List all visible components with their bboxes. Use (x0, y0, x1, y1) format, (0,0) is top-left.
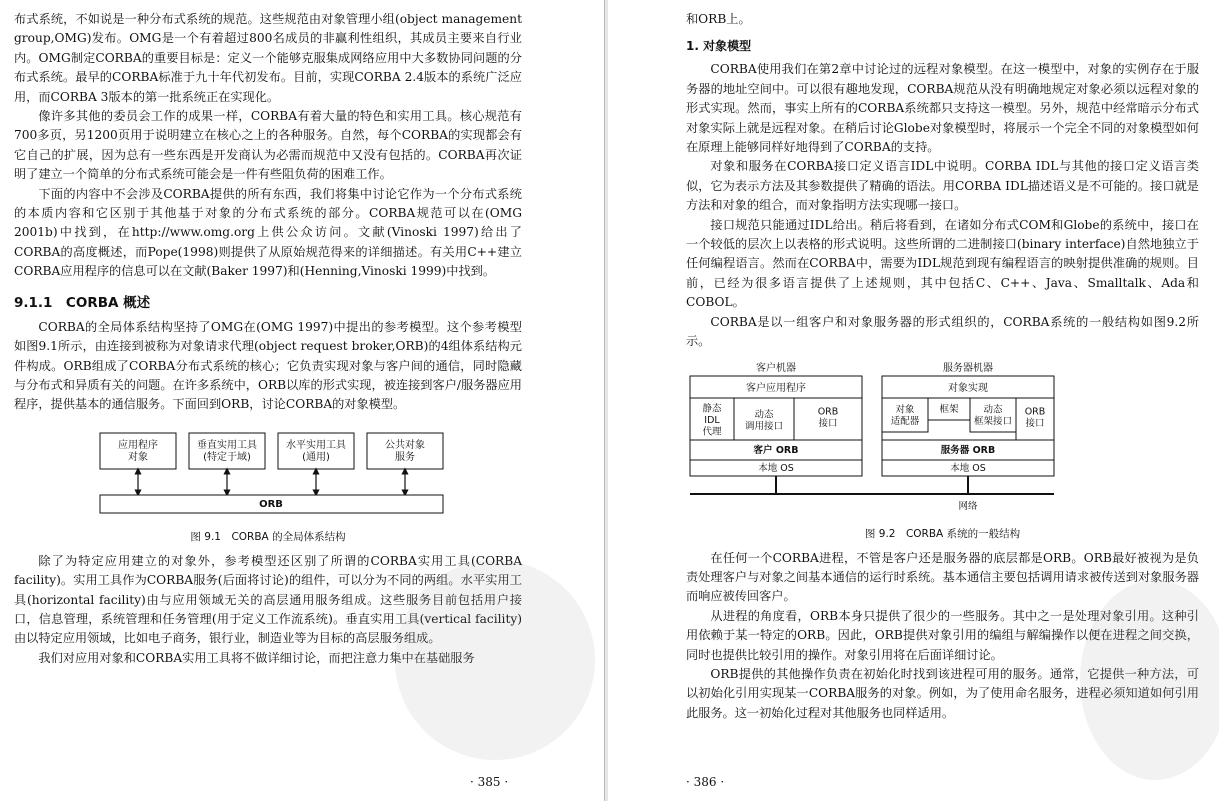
fig1-box-label-3: 公共对象服务 (385, 439, 425, 463)
fig1-box-3 (367, 433, 443, 469)
fig1-box-label-0: 应用程序对象 (118, 439, 158, 463)
left-page-number: · 385 · (470, 775, 509, 789)
fig2-server-orb-label: 服务器 ORB (940, 444, 996, 455)
fig2-server-machine-label: 服务器机器 (943, 362, 993, 374)
fig2-client-orb-interface-label: ORB 接口 (817, 405, 839, 428)
fig2-client-machine-label: 客户机器 (756, 362, 796, 374)
right-paragraph-7: ORB提供的其他操作负责在初始化时找到该进程可用的服务。通常，它提供一种方法，可以初始化引用实现某一CORBA服务的对象。例如，为了使用命名服务，进程必须知道如何引用此服务。这一初始化过程对其他服务也同样适用。 (686, 666, 1199, 720)
fig2-skeleton-label: 框架 (939, 403, 959, 414)
fig1-orb-label: ORB (259, 498, 283, 510)
right-paragraph-4: CORBA是以一组客户和对象服务器的形式组织的，CORBA系统的一般结构如图9.2所示。 (686, 314, 1199, 349)
fig1-box-1 (189, 433, 265, 469)
fig2-server-orb-interface-label: ORB 接口 (1024, 405, 1046, 428)
fig2-server-os-label: 本地 OS (950, 462, 986, 473)
watermark-stamp-right (1080, 580, 1219, 780)
fig2-client-app-label: 客户应用程序 (746, 382, 806, 394)
fig2-dynamic-invocation-label: 动态调用接口 (744, 408, 784, 431)
figure-9-1-diagram (14, 429, 522, 523)
fig2-static-proxy-label: 静态 IDL 代理 (702, 402, 722, 437)
section-heading: 9.1.1 CORBA 概述 (14, 294, 151, 311)
right-paragraph-2: 对象和服务在CORBA接口定义语言IDL中说明。CORBA IDL与其他的接口定义语言类似，它为表示方法及其参数提供了精确的语法。用CORBA IDL描述语义是不可能的。接口就是方法和对象的组合，而对象指明方法实现哪一接口。 (686, 159, 1199, 213)
left-paragraph-3: 下面的内容中不会涉及CORBA提供的所有东西，我们将集中讨论它作为一个分布式系统的本质内容和它区别于其他基于对象的分布式系统的部分。CORBA规范可以在(OMG 2001b)中找到，在http://www.omg.org上供公众访问。文献(Vinoski 1997)给出了CORBA的高度概述，而Pope(1998)则提供了从原始规范得来的详细描述。有关用C++建立CORBA应用程序的信息可以在文献(Baker 1997)和(Henning,Vinoski 1999)中找到。 (14, 186, 522, 279)
left-paragraph-last: 我们对应用对象和CORBA实用工具将不做详细讨论，而把注意力集中在基础服务 (38, 650, 475, 665)
figure-9-2-caption: 图 9.2 CORBA 系统的一般结构 (864, 527, 1021, 540)
fig2-client-os-label: 本地 OS (758, 462, 794, 473)
figure-9-1-caption: 图 9.1 CORBA 的全局体系结构 (190, 530, 346, 543)
right-paragraph-5: 在任何一个CORBA进程，不管是客户还是服务器的底层都是ORB。ORB最好被视为是负责处理客户与对象之间基本通信的运行时系统。基本通信主要包括调用请求被传送到对象服务器而响应被传回客户。 (686, 550, 1199, 604)
left-paragraph-1: 布式系统，不如说是一种分布式系统的规范。这些规范由对象管理小组(object management group,OMG)发布。OMG是一个有着超过800名成员的非赢利性组织，其成员主要来自行业内。OMG制定CORBA的重要目标是：定义一个能够克服集成网络应用中大多数协同问题的分布式系统。最早的CORBA标准于九十年代初发布。目前，实现CORBA 2.4版本的系统广泛应用，而CORBA 3版本的第一批系统正在实现化。 (14, 12, 522, 104)
fig1-box-0 (100, 433, 176, 469)
fig2-dynamic-skeleton-label: 动态框架接口 (973, 403, 1013, 426)
overview-paragraph: CORBA的全局体系结构坚持了OMG在(OMG 1997)中提出的参考模型。这个参考模型如图9.1所示，由连接到被称为对象请求代理(object request broker,ORB)的4组体系结构元件构成。ORB组成了CORBA分布式系统的核心；它负责实现对象与客户间的通信，同时隐藏与分布式和异质有关的问题。在许多系统中，ORB以库的形式实现，被连接到客户/服务器应用程序，提供基本的通信服务。下面回到ORB，讨论CORBA的对象模型。 (14, 319, 522, 412)
watermark-stamp-left (395, 560, 595, 760)
object-model-heading: 1. 对象模型 (686, 39, 752, 54)
fig1-box-label-1: 垂直实用工具(特定于域) (197, 439, 257, 463)
fig2-client-orb-label: 客户 ORB (753, 444, 799, 455)
left-paragraph-2: 像许多其他的委员会工作的成果一样，CORBA有着大量的特色和实用工具。核心规范有700多页，另1200页用于说明建立在核心之上的各种服务。自然，每个CORBA的实现都会有它自己的扩展，因为总有一些东西是开发商认为必需而规范中又没有包括的。CORBA再次证明了建立一个简单的分布式系统可能会是一件有些阻负荷的困难工作。 (14, 109, 522, 182)
fig2-object-adapter-label: 对象适配器 (890, 403, 920, 426)
fig1-box-2 (278, 433, 354, 469)
right-continuation: 和ORB上。 (686, 12, 751, 26)
right-paragraph-6: 从进程的角度看，ORB本身只提供了很少的一些服务。其中之一是处理对象引用。这种引用依赖于某一特定的ORB。因此，ORB提供对象引用的编组与解编操作以便在进程之间交换，同时也提供比较引用的操作。对象引用将在后面详细讨论。 (686, 608, 1199, 662)
right-paragraph-3: 接口规范只能通过IDL给出。稍后将看到，在诸如分布式COM和Globe的系统中，接口在一个较低的层次上以表格的形式说明。这些所谓的二进制接口(binary interface)自然地独立于任何编程语言。然而在CORBA中，需要为IDL规范到现有编程语言的映射提供准确的规则。目前，已经为很多语言提供了上述规则，其中包括C、C++、Java、Smalltalk、Ada和COBOL。 (686, 217, 1199, 310)
figure-9-2-diagram (686, 360, 1199, 520)
fig2-object-impl-label: 对象实现 (948, 382, 988, 394)
fig1-box-label-2: 水平实用工具(通用) (286, 439, 346, 463)
right-page-number: · 386 · (686, 775, 725, 789)
right-paragraph-1: CORBA使用我们在第2章中讨论过的远程对象模型。在这一模型中，对象的实例存在于服务器的地址空间中。可以很有趣地发现，CORBA规范从没有明确地规定对象必须以远程对象的形式实现。然而，事实上所有的CORBA系统都只支持这一模型。另外，规范中经常暗示分布式对象实际上就是远程对象。在稍后讨论Globe对象模型时，将展示一个完全不同的对象模型如何在原理上能够同样好地得到了CORBA的支持。 (686, 62, 1199, 155)
fig2-network-label: 网络 (958, 500, 978, 511)
left-paragraph-facilities: 除了为特定应用建立的对象外，参考模型还区别了所谓的CORBA实用工具(CORBA facility)。实用工具作为CORBA服务(后面将讨论)的组件，可以分为不同的两组。水平实用工具(horizontal facility)由与应用领域无关的高层通用服务组成。这些服务目前包括用户接口，信息管理，系统管理和任务管理(用于定义工作流系统)。垂直实用工具(vertical facility)由以特定应用领域，比如电子商务，银行业，制造业等为目标的高层服务组成。 (14, 553, 522, 646)
